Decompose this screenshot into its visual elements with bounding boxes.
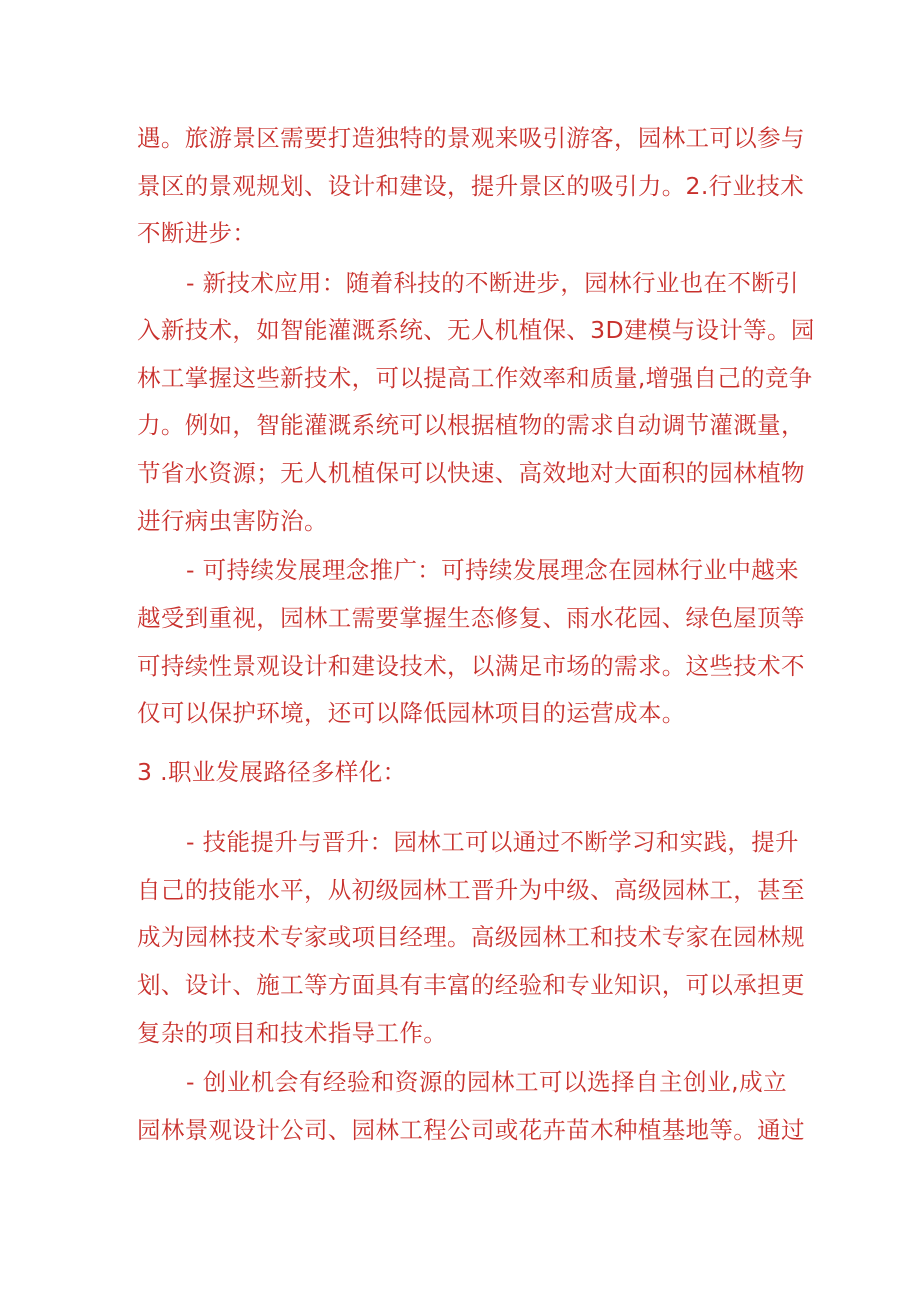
bullet-line: - 创业机会有经验和资源的园林工可以选择自主创业,成立 [186,1068,787,1096]
text-line: 可持续性景观设计和建设技术，以满足市场的需求。这些技术不 [137,652,805,680]
text-line: 园林景观设计公司、园林工程公司或花卉苗木种植基地等。通过 [137,1116,805,1144]
text-line: 复杂的项目和技术指导工作。 [137,1019,448,1047]
text-line: 入新技术，如智能灌溉系统、无人机植保、3D建模与设计等。园 [137,316,815,344]
text-line: 遇。旅游景区需要打造独特的景观来吸引游客，园林工可以参与 [137,124,805,152]
text-line: 仅可以保护环境，还可以降低园林项目的运营成本。 [137,699,686,727]
text-line: 成为园林技术专家或项目经理。高级园林工和技术专家在园林规 [137,923,805,951]
bullet-line: - 新技术应用：随着科技的不断进步，园林行业也在不断引 [186,269,799,297]
text-line: 节省水资源；无人机植保可以快速、高效地对大面积的园林植物 [137,459,805,487]
bullet-line: - 可持续发展理念推广：可持续发展理念在园林行业中越来 [186,556,799,584]
text-line: 越受到重视，园林工需要掌握生态修复、雨水花园、绿色屋顶等 [137,604,805,632]
section-heading: 3 .职业发展路径多样化： [137,758,407,786]
text-line: 不断进步： [137,219,257,247]
text-line: 划、设计、施工等方面具有丰富的经验和专业知识，可以承担更 [137,971,805,999]
text-line: 自己的技能水平，从初级园林工晋升为中级、高级园林工，甚至 [137,876,805,904]
text-line: 林工掌握这些新技术，可以提高工作效率和质量,增强自己的竞争 [137,364,813,392]
text-line: 景区的景观规划、设计和建设，提升景区的吸引力。2.行业技术 [137,172,805,200]
text-line: 进行病虫害防治。 [137,507,328,535]
bullet-line: - 技能提升与晋升：园林工可以通过不断学习和实践，提升 [186,828,799,856]
text-line: 力。例如，智能灌溉系统可以根据植物的需求自动调节灌溉量， [137,411,805,439]
